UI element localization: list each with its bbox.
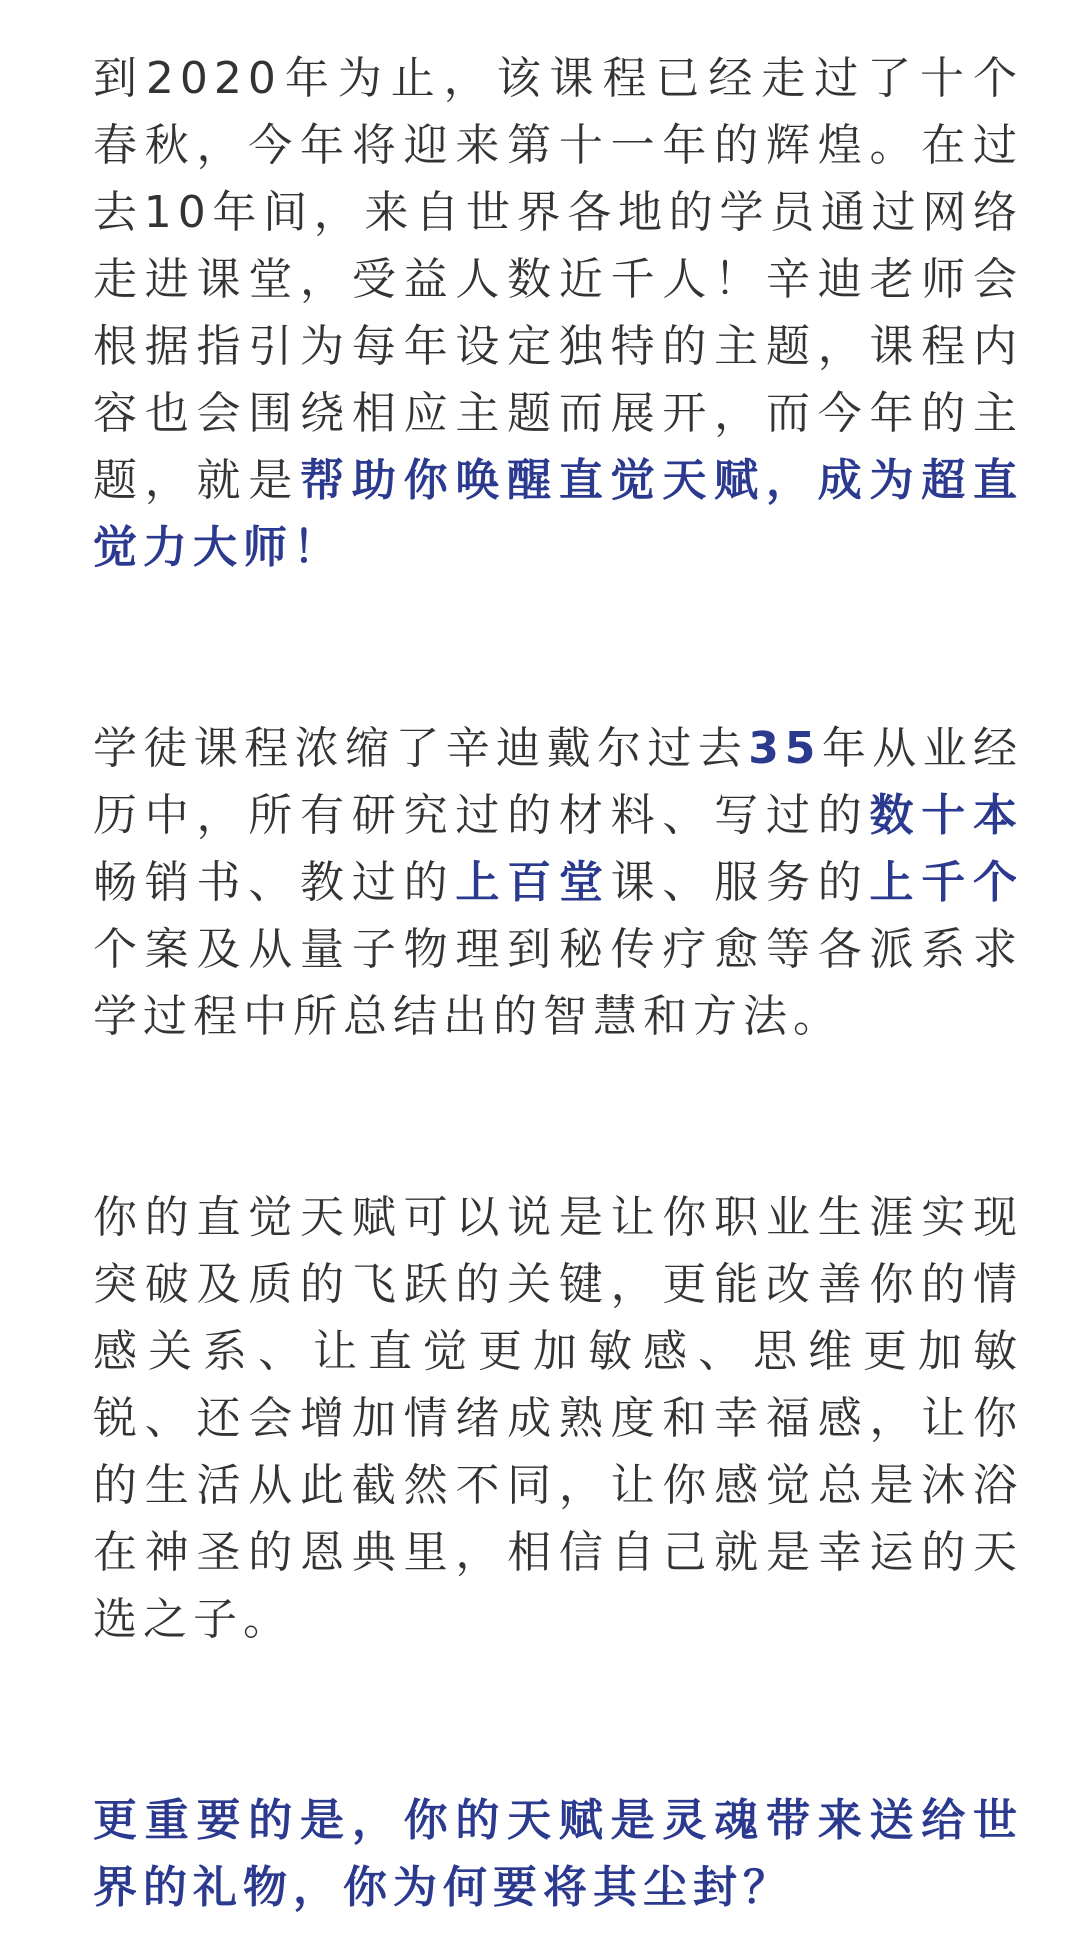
paragraph-intuition-benefits (93, 1184, 1023, 1653)
paragraph-closing-question (93, 1787, 1023, 1921)
article-body (93, 45, 1023, 1921)
paragraph-course-content (93, 715, 1023, 1050)
paragraph-text: 你的直觉天赋可以说是让你职业生涯实现突破及质的飞跃的关键，更能改善你的情感关系、让直觉更加敏感、思维更加敏锐、还会增加情绪成熟度和幸福感，让你的生活从此截然不同，让你感觉总是沐浴在神圣的恩典里，相信自己就是幸运的天选之子。 (93, 1192, 1023, 1645)
paragraph-text: 畅销书、教过的 (93, 857, 456, 908)
highlight-theme: 帮助你唤醒直觉天赋，成为超直觉力大师！ (93, 455, 1024, 573)
paragraph-text: 年从业经历中，所有研究过的材料、写过的 (93, 723, 1024, 841)
paragraph-course-history (93, 45, 1023, 581)
highlight-classes: 上百堂 (455, 857, 611, 908)
closing-question-text: 更重要的是，你的天赋是灵魂带来送给世界的礼物，你为何要将其尘封？ (93, 1795, 1023, 1913)
highlight-books: 数十本 (869, 790, 1024, 841)
paragraph-text: 课、服务的 (610, 857, 870, 908)
paragraph-text: 到2020年为止，该课程已经走过了十个春秋，今年将迎来第十一年的辉煌。在过去10年间，来自世界各地的学员通过网络走进课堂，受益人数近千人！辛迪老师会根据指引为每年设定独特的主题，课程内容也会围绕相应主题而展开，而今年的主题，就是 (93, 53, 1023, 506)
highlight-cases: 上千个 (869, 857, 1024, 908)
paragraph-text: 个案及从量子物理到秘传疗愈等各派系求学过程中所总结出的智慧和方法。 (93, 924, 1023, 1042)
paragraph-text: 学徒课程浓缩了辛迪戴尔过去 (93, 723, 749, 774)
highlight-years: 35 (748, 723, 822, 774)
